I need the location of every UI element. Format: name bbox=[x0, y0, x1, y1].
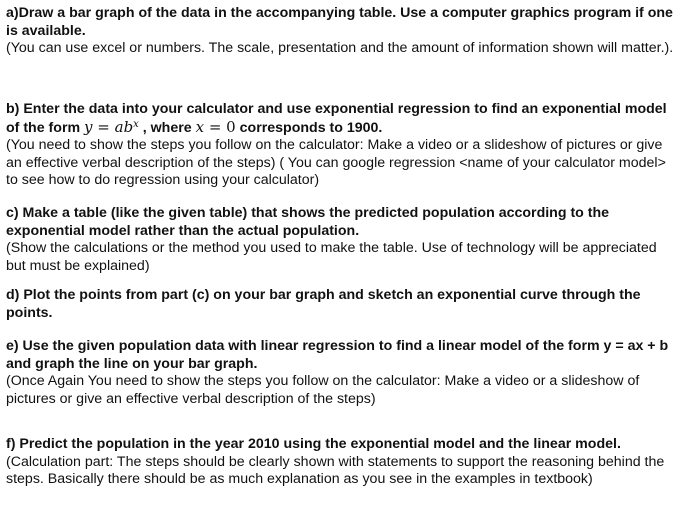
formula-lhs: y bbox=[84, 117, 93, 136]
section-b bbox=[6, 101, 674, 190]
section-e-note: (Once Again You need to show the steps you follow on the calculator: Make a video or a slideshow of pictures or give an effective verbal description of the steps) bbox=[6, 373, 640, 407]
condition-formula bbox=[196, 118, 236, 136]
section-b-heading-text-3: corresponds to 1900. bbox=[235, 119, 383, 136]
section-f bbox=[6, 436, 674, 489]
section-a bbox=[6, 5, 674, 58]
section-b-heading-text-1: b) Enter the data into your calculator and use exponential regression to find an exponential model of the form bbox=[6, 101, 667, 136]
section-f-note: (Calculation part: The steps should be clearly shown with statements to support the reasoning behind the steps. Basically there should be as much explanation as you see in the examples in textbook) bbox=[6, 453, 665, 487]
section-c-heading: c) Make a table (like the given table) that shows the predicted population according to the exponential model rather than the actual population. bbox=[6, 205, 610, 239]
section-d-heading: d) Plot the points from part (c) on your bar graph and sketch an exponential curve through the points. bbox=[6, 287, 641, 321]
exponential-formula bbox=[84, 118, 139, 136]
formula-base: ab bbox=[114, 117, 134, 136]
condition-equals: = bbox=[204, 117, 227, 136]
section-e-heading: e) Use the given population data with linear regression to find a linear model of the form y = ax + b and graph the line on your bar graph. bbox=[6, 338, 669, 372]
condition-variable: x bbox=[195, 117, 205, 136]
section-c-note: (Show the calculations or the method you used to make the table. Use of technology will be appreciated but must be explained) bbox=[6, 240, 657, 274]
section-a-note: (You can use excel or numbers. The scale, presentation and the amount of information shown will matter.). bbox=[6, 40, 674, 56]
formula-exponent: x bbox=[133, 118, 139, 130]
section-b-note: (You need to show the steps you follow on the calculator: Make a video or a slideshow of pictures or give an effective verbal description of the steps) ( You can google regression <name of your calculator model> to see how to do regression using your calculator) bbox=[6, 137, 666, 188]
section-f-heading: f) Predict the population in the year 2010 using the exponential model and the linear model. bbox=[6, 436, 621, 452]
formula-equals: = bbox=[92, 117, 115, 136]
condition-value: 0 bbox=[226, 117, 236, 136]
section-b-heading-text-2: , where bbox=[138, 119, 196, 136]
section-b-heading bbox=[6, 101, 674, 137]
section-c bbox=[6, 205, 674, 275]
section-a-heading: a)Draw a bar graph of the data in the accompanying table. Use a computer graphics program if one is available. bbox=[6, 5, 673, 39]
section-d bbox=[6, 287, 674, 322]
section-e bbox=[6, 338, 674, 408]
